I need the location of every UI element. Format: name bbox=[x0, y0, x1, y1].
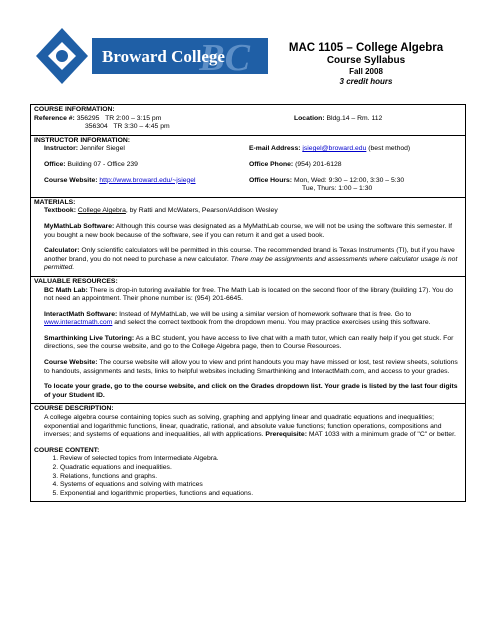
course-website-link[interactable]: http://www.broward.edu/~jsiegel bbox=[99, 176, 196, 184]
interactmath-link[interactable]: www.interactmath.com bbox=[44, 319, 113, 327]
instructor-section: INSTRUCTOR INFORMATION: Instructor: Jennifer Siegel E-mail Address: jsiegel@broward.edu (best method) Office: Building 07 - Office 239 Office Phone: (954) 201-6128 Course Website: http://www.broward.edu/~jsiegel Office Hours: Mon, Wed: 9:30 – 12:00, 3:30 – 5:30 Tue, Thurs: 1:00 – 1:30 bbox=[30, 135, 466, 197]
syllabus-body bbox=[30, 104, 466, 502]
section-heading: COURSE INFORMATION: bbox=[34, 106, 115, 113]
list-item: 4. Systems of equations and solving with matrices bbox=[60, 481, 462, 490]
course-title: MAC 1105 – College Algebra bbox=[288, 42, 444, 54]
list-item: 1. Review of selected topics from Intermediate Algebra. bbox=[60, 455, 462, 464]
description-section: COURSE DESCRIPTION: A college algebra course containing topics such as solving, graphing and applying linear and quadratic equations and inequalities; exponential and logarithmic functions, linear, quadratic, rational, and absolute value functions; function operations, compositions and inverses; and systems of equations and inequalities, all with applications. Prerequisite: MAT 1033 with a minimum grade of "C" or better. COURSE CONTENT: 1. Review of selected topics from Intermediate Algebra. 2. Quadratic equations and inequalities. 3. Relations, functions and graphs. 4. Systems of equations and solving with matrices 5. Exponential and logarithmic properties, functions and equations. bbox=[30, 403, 466, 502]
section-heading: COURSE DESCRIPTION: bbox=[34, 405, 114, 413]
list-item: 3. Relations, functions and graphs. bbox=[60, 473, 462, 482]
materials-section: MATERIALS: Textbook: College Algebra, by Ratti and McWaters, Pearson/Addison Wesley MyMathLab Software: Although this course was designated as a MyMathLab course, we will not be using the software this semester. If you bought a new book because of the software, see if you can return it and get a used book. Calculator: Only scientific calculators will be permitted in this course. The recommended brand is Texas Instruments (TI), but if you have another brand, you do not need to purchase a new calculator. There may be assignments and assessments where calculator usage is not permitted. bbox=[30, 197, 466, 276]
title-block bbox=[266, 42, 466, 87]
term: Fall 2008 bbox=[349, 67, 383, 76]
content-list bbox=[34, 455, 462, 498]
list-item: 2. Quadratic equations and inequalities. bbox=[60, 464, 462, 473]
section-heading: INSTRUCTOR INFORMATION: bbox=[34, 136, 131, 144]
section-heading: COURSE CONTENT: bbox=[34, 446, 100, 454]
credits: 3 credit hours bbox=[339, 77, 393, 86]
course-information-section: COURSE INFORMATION: Reference #: 356295 TR 2:00 – 3:15 pm Location: Bldg.14 – Rm. 112 356304 TR 3:30 – 4:45 pm bbox=[30, 104, 466, 135]
syllabus-label: Course Syllabus bbox=[326, 55, 406, 66]
section-heading: MATERIALS: bbox=[34, 198, 76, 206]
email-link[interactable]: jsiegel@broward.edu bbox=[302, 145, 367, 153]
svg-text:Broward College: Broward College bbox=[102, 47, 225, 66]
section-heading: VALUABLE RESOURCES: bbox=[34, 277, 118, 285]
header bbox=[30, 12, 466, 104]
list-item: 5. Exponential and logarithmic properties, functions and equations. bbox=[60, 490, 462, 499]
svg-text:BC: BC bbox=[199, 37, 250, 79]
resources-section: VALUABLE RESOURCES: BC Math Lab: There is drop-in tutoring available for free. The Math Lab is located on the second floor of the library (building 17). You do not need an appointment. Their phone number is: (954) 201-6645. InteractMath Software: Instead of MyMathLab, we will be using a similar version of homework software that is free. Go to www.interactmath.com and select the correct textbook from the dropdown menu. You may practice exercises using this software. Smarthinking Live Tutoring: As a BC student, you have access to live chat with a math tutor, which can really help if you get stuck. For directions, see the course website, and go to the College Algebra page, then to Course Resources. Course Website: The course website will allow you to view and print handouts you may have missed or lost, test review sheets, solutions to handouts, assignments and tests, links to helpful websites including Smarthinking and InteractMath.com, and access to your grades. To locate your grade, go to the course website, and click on the Grades dropdown list. Your grade is listed by the last four digits of your Student ID. bbox=[30, 276, 466, 404]
broward-college-logo bbox=[30, 16, 270, 96]
